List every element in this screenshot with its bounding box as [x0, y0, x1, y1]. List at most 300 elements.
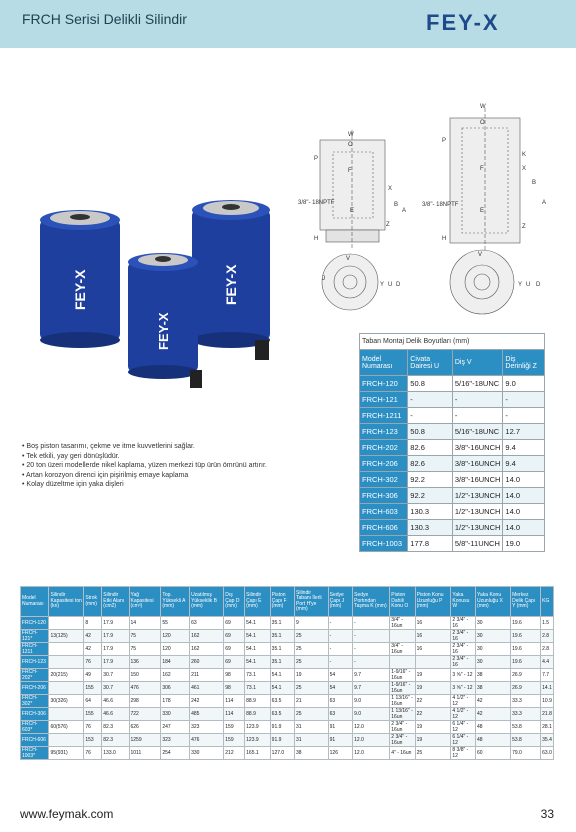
footer-url[interactable]: www.feymak.com [20, 807, 114, 821]
spec-cell: 260 [190, 656, 224, 669]
cylinder-large-right [192, 200, 270, 360]
spec-cell: 485 [190, 708, 224, 721]
bore-cell: 3/8"-16UNCH [452, 440, 503, 456]
bore-cell-model: FRCH-206 [360, 456, 408, 472]
spec-cell: 73.1 [245, 682, 271, 695]
spec-cell: 323 [161, 734, 190, 747]
spec-cell: 4.4 [541, 656, 554, 669]
spec-cell-model: FRCH-306 [21, 708, 49, 721]
dim-label-v2: V [478, 252, 483, 258]
dim-label-d2: D [536, 282, 541, 288]
spec-table-header [21, 587, 554, 617]
spec-cell: 64 [84, 695, 102, 708]
spec-cell: 38 [476, 669, 511, 682]
spec-cell: 25 [295, 656, 329, 669]
bore-cell: 82.6 [408, 456, 453, 472]
spec-cell: 17.9 [102, 656, 129, 669]
dim-label-u1: U [388, 282, 393, 288]
spec-cell: 211 [190, 669, 224, 682]
spec-cell-model: FRCH-202* [21, 669, 49, 682]
spec-cell-model: FRCH-206 [21, 682, 49, 695]
dim-label-b1: B [394, 202, 399, 208]
spec-cell: 54.1 [270, 669, 294, 682]
dim-label-u2: U [526, 282, 531, 288]
bore-cell-model: FRCH-121 [360, 392, 408, 408]
spec-cell: 35.4 [541, 734, 554, 747]
spec-cell: 4 1/2" - 12 [451, 695, 476, 708]
spec-table-row [21, 617, 554, 630]
spec-cell: 19.6 [511, 643, 541, 656]
dim-label-o1: O [348, 142, 353, 148]
bore-cell: 14.0 [503, 472, 545, 488]
spec-cell [49, 708, 84, 721]
spec-cell: 31 [295, 721, 329, 734]
bore-table-row [360, 504, 545, 520]
mounting-hole-table-body [360, 376, 545, 552]
spec-cell: 19.6 [511, 617, 541, 630]
spec-cell: 2 3/4" - 16un [390, 721, 415, 734]
spec-table-row [21, 721, 554, 734]
spec-table-row [21, 708, 554, 721]
dim-label-x1: X [388, 186, 393, 192]
spec-cell: 91 [328, 734, 352, 747]
spec-cell: - [328, 630, 352, 643]
spec-cell: 159 [224, 721, 245, 734]
bore-cell: 3/8"-16UNCH [452, 472, 503, 488]
spec-cell: 3 ⅝" - 12 [451, 682, 476, 695]
bore-cell: 12.7 [503, 424, 545, 440]
dim-label-o2: O [480, 120, 485, 126]
mounting-hole-table [359, 333, 545, 552]
spec-table-body [21, 617, 554, 760]
bore-cell: 177.8 [408, 536, 453, 552]
spec-cell: 330 [161, 708, 190, 721]
spec-cell: 476 [129, 682, 161, 695]
spec-header-cell: Piston Dahili Konu O [390, 587, 415, 617]
spec-cell: 76 [84, 721, 102, 734]
bore-cell: 1/2"-13UNCH [452, 488, 503, 504]
spec-table-row [21, 643, 554, 656]
spec-cell: 30 [476, 643, 511, 656]
spec-cell: 54.1 [270, 682, 294, 695]
spec-cell: 626 [129, 721, 161, 734]
dim-label-p1: P [314, 156, 319, 162]
spec-cell: 63.5 [270, 708, 294, 721]
bore-cell: 5/16"-18UNC [452, 424, 503, 440]
spec-cell: 6 1/4" - 12 [451, 721, 476, 734]
bore-table-row [360, 408, 545, 424]
spec-cell: 17.9 [102, 643, 129, 656]
spec-header-cell: Sedye Portından Taşma K (mm) [353, 587, 390, 617]
spec-cell: 155 [84, 682, 102, 695]
spec-cell-model: FRCH-302* [21, 695, 49, 708]
spec-cell: 35.1 [270, 617, 294, 630]
bore-cell: 50.8 [408, 424, 453, 440]
spec-cell: 30.7 [102, 669, 129, 682]
spec-cell: 19 [415, 669, 451, 682]
spec-cell: 19.6 [511, 656, 541, 669]
spec-cell: - [328, 656, 352, 669]
spec-cell: 6 1/4" - 12 [451, 734, 476, 747]
photo-brand-3: FEY-X [156, 312, 171, 350]
bore-cell: 92.2 [408, 472, 453, 488]
spec-cell: 69 [224, 643, 245, 656]
spec-cell: 91.9 [270, 721, 294, 734]
feature-item: • Boş piston tasarımı, çekme ve itme kuvvetlerini sağlar. [22, 442, 267, 452]
spec-cell-model: FRCH-603* [21, 721, 49, 734]
bore-cell: - [452, 392, 503, 408]
spec-cell: 476 [190, 734, 224, 747]
bore-header-z: Diş Derinliği Z [503, 350, 545, 376]
spec-cell: 162 [190, 643, 224, 656]
spec-cell: 162 [161, 669, 190, 682]
spec-cell: 123.9 [245, 721, 271, 734]
spec-cell: 33.3 [511, 695, 541, 708]
bore-table-row [360, 456, 545, 472]
spec-table-row [21, 656, 554, 669]
spec-cell: 212 [224, 747, 245, 760]
spec-cell: 178 [161, 695, 190, 708]
spec-cell: 114 [224, 695, 245, 708]
spec-cell: 98 [224, 669, 245, 682]
spec-cell: - [353, 656, 390, 669]
bore-cell: 1/2"-13UNCH [452, 504, 503, 520]
spec-cell: 88.9 [245, 708, 271, 721]
dim-label-e1: E [350, 208, 355, 214]
dim-label-z2: Z [522, 224, 526, 230]
spec-cell: 16 [415, 630, 451, 643]
page-number: 33 [540, 807, 554, 821]
spec-cell: 31 [295, 734, 329, 747]
spec-cell-model: FRCH-121* [21, 630, 49, 643]
spec-table-row [21, 669, 554, 682]
spec-cell: 2 3/4" - 16 [451, 630, 476, 643]
spec-cell: 25 [295, 643, 329, 656]
feature-item: • 20 ton üzeri modellerde nikel kaplama, yüzen merkezi tüp ürün ömrünü artırır. [22, 461, 267, 471]
bore-cell: - [503, 392, 545, 408]
spec-cell: 63 [190, 617, 224, 630]
bore-cell: 19.0 [503, 536, 545, 552]
spec-cell: 30.7 [102, 682, 129, 695]
spec-cell: 165.1 [245, 747, 271, 760]
spec-cell: 35.1 [270, 643, 294, 656]
spec-cell: 49 [84, 669, 102, 682]
spec-cell: 63 [328, 708, 352, 721]
dim-label-j1: J [322, 276, 325, 282]
spec-cell: 46.6 [102, 695, 129, 708]
spec-cell-model: FRCH-1211 [21, 643, 49, 656]
logo-text: FEY-X [426, 10, 500, 35]
dim-label-a1: A [402, 208, 407, 214]
spec-cell: 98 [224, 682, 245, 695]
dim-label-k2: K [522, 152, 527, 158]
spec-cell: 26.9 [511, 682, 541, 695]
spec-cell: 9.7 [353, 669, 390, 682]
bore-cell: 1/2"-13UNCH [452, 520, 503, 536]
spec-cell: 76 [84, 656, 102, 669]
dim-label-f1: F [348, 168, 352, 174]
spec-cell: 69 [224, 617, 245, 630]
bore-table-row [360, 376, 545, 392]
cylinder-large-left [40, 210, 120, 348]
spec-cell: 298 [129, 695, 161, 708]
dim-label-p2: P [442, 138, 447, 144]
dim-label-e2: E [480, 208, 485, 214]
mounting-hole-table-header [360, 350, 545, 376]
spec-cell: 153 [84, 734, 102, 747]
spec-cell: 12.0 [353, 721, 390, 734]
spec-cell: 38 [295, 747, 329, 760]
dim-label-z1: Z [386, 222, 390, 228]
spec-cell: 21 [295, 695, 329, 708]
bore-table-row [360, 440, 545, 456]
spec-cell-model: FRCH-1003* [21, 747, 49, 760]
spec-cell: 4 1/2" - 12 [451, 708, 476, 721]
bore-table-row [360, 392, 545, 408]
spec-cell: 69 [224, 656, 245, 669]
spec-table-row [21, 695, 554, 708]
dim-label-h2: H [442, 236, 447, 242]
bore-cell: 82.6 [408, 440, 453, 456]
spec-cell [49, 656, 84, 669]
bore-cell-model: FRCH-306 [360, 488, 408, 504]
spec-header-cell: Silindir Etki Alanı (cm2) [102, 587, 129, 617]
spec-header-cell: Strok (mm) [84, 587, 102, 617]
dim-label-w1: W [348, 132, 354, 138]
spec-cell: 26.9 [511, 669, 541, 682]
dim-label-x2: X [522, 166, 527, 172]
bore-table-row [360, 472, 545, 488]
spec-cell: 63 [328, 695, 352, 708]
spec-cell: 91 [328, 721, 352, 734]
bore-cell-model: FRCH-1003 [360, 536, 408, 552]
spec-cell: 16 [415, 643, 451, 656]
spec-cell: 184 [161, 656, 190, 669]
dim-label-w2: W [480, 104, 486, 110]
bore-cell: 14.0 [503, 488, 545, 504]
spec-cell: 127.0 [270, 747, 294, 760]
photo-brand-2: FEY-X [223, 264, 239, 305]
spec-header-cell: Top. Yüksekli A (mm) [161, 587, 190, 617]
spec-cell: 38 [476, 682, 511, 695]
spec-cell: 95(931) [49, 747, 84, 760]
spec-cell: 25 [295, 630, 329, 643]
brand-logo [424, 6, 548, 38]
spec-cell: 12.0 [353, 734, 390, 747]
bore-cell: 5/8"-11UNCH [452, 536, 503, 552]
thread-label-1: 3/8"- 18NPTF [298, 200, 335, 206]
spec-cell: 21.8 [541, 708, 554, 721]
dim-label-b2: B [532, 180, 537, 186]
spec-cell: 4" - 16un [390, 747, 415, 760]
bore-cell: - [503, 408, 545, 424]
spec-cell: 136 [129, 656, 161, 669]
spec-cell: 722 [129, 708, 161, 721]
spec-cell: 10.9 [541, 695, 554, 708]
spec-cell [49, 734, 84, 747]
bore-cell-model: FRCH-1211 [360, 408, 408, 424]
spec-cell: 1-9/16" - 16un [390, 669, 415, 682]
spec-cell: 63.5 [270, 695, 294, 708]
spec-cell: 323 [190, 721, 224, 734]
bore-cell-model: FRCH-120 [360, 376, 408, 392]
cylinder-small-front [128, 253, 202, 388]
spec-cell: 25 [295, 682, 329, 695]
spec-cell: 8 3/8" - 12 [451, 747, 476, 760]
spec-cell: 120 [161, 630, 190, 643]
spec-cell [390, 656, 415, 669]
spec-cell: 69 [224, 630, 245, 643]
dim-label-y2: Y [518, 282, 523, 288]
spec-cell: 8 [84, 617, 102, 630]
spec-cell: 114 [224, 708, 245, 721]
spec-cell: 461 [190, 682, 224, 695]
spec-cell: - [353, 630, 390, 643]
bore-cell: 14.0 [503, 504, 545, 520]
spec-cell: 126 [328, 747, 352, 760]
spec-cell: 19 [295, 669, 329, 682]
feature-item: • Artan korozyon direnci için pişirilmiş emaye kaplama [22, 471, 267, 481]
spec-cell: 35.1 [270, 656, 294, 669]
spec-cell: 2 3/4" - 16un [390, 734, 415, 747]
bore-cell: 50.8 [408, 376, 453, 392]
spec-cell: 13(125) [49, 630, 84, 643]
mounting-hole-table-caption: Taban Montaj Delik Boyutları (mm) [360, 334, 545, 350]
spec-cell: 33.3 [511, 708, 541, 721]
spec-cell: 22 [415, 708, 451, 721]
bore-cell-model: FRCH-606 [360, 520, 408, 536]
bore-header-u: Civata Dairesi U [408, 350, 453, 376]
spec-cell: 330 [190, 747, 224, 760]
spec-cell: 54.1 [245, 656, 271, 669]
bore-cell-model: FRCH-302 [360, 472, 408, 488]
spec-cell: 3/4" - 16un [390, 617, 415, 630]
spec-cell: 2.8 [541, 643, 554, 656]
bore-cell: 9.4 [503, 456, 545, 472]
spec-cell: 76 [84, 747, 102, 760]
spec-cell: 159 [224, 734, 245, 747]
spec-cell [49, 617, 84, 630]
spec-cell: 82.3 [102, 721, 129, 734]
spec-cell: 79.0 [511, 747, 541, 760]
spec-cell: 7.7 [541, 669, 554, 682]
bore-cell: 3/8"-16UNCH [452, 456, 503, 472]
bore-header-model: Model Numarası [360, 350, 408, 376]
spec-cell: 42 [84, 643, 102, 656]
page-title: FRCH Serisi Delikli Silindir [22, 11, 187, 27]
spec-cell: - [328, 643, 352, 656]
dim-label-a2: A [542, 200, 547, 206]
spec-cell: 1 13/16" - 16un [390, 708, 415, 721]
spec-cell: 28.1 [541, 721, 554, 734]
spec-cell-model: FRCH-606 [21, 734, 49, 747]
spec-cell: 30(326) [49, 695, 84, 708]
spec-cell [49, 682, 84, 695]
spec-cell: 1-9/16" - 16un [390, 682, 415, 695]
spec-cell [49, 643, 84, 656]
spec-header-cell: Piston Çapı F (mm) [270, 587, 294, 617]
bore-cell: 130.3 [408, 504, 453, 520]
spec-cell: 75 [129, 643, 161, 656]
spec-table-row [21, 630, 554, 643]
spec-cell: 30 [476, 617, 511, 630]
page-header [0, 0, 576, 48]
bore-table-row [360, 424, 545, 440]
spec-cell: 88.9 [245, 695, 271, 708]
spec-cell: 133.0 [102, 747, 129, 760]
spec-header-cell: Silindir Çapı E (mm) [245, 587, 271, 617]
spec-header-cell: Model Numarası [21, 587, 49, 617]
spec-cell: 17.9 [102, 617, 129, 630]
bore-cell: 92.2 [408, 488, 453, 504]
bore-cell-model: FRCH-123 [360, 424, 408, 440]
bore-cell-model: FRCH-603 [360, 504, 408, 520]
spec-cell: 9 [295, 617, 329, 630]
spec-cell: 9.0 [353, 695, 390, 708]
spec-cell-model: FRCH-120 [21, 617, 49, 630]
spec-cell: 19 [415, 721, 451, 734]
spec-cell: 19 [415, 734, 451, 747]
spec-table-row [21, 682, 554, 695]
spec-cell: 48 [476, 721, 511, 734]
spec-cell: 254 [161, 747, 190, 760]
spec-cell: 60 [476, 747, 511, 760]
dim-label-f2: F [480, 166, 484, 172]
spec-cell: - [328, 617, 352, 630]
spec-cell: 30 [476, 630, 511, 643]
spec-cell: 1.5 [541, 617, 554, 630]
spec-cell: 60(576) [49, 721, 84, 734]
spec-cell: 123.9 [245, 734, 271, 747]
spec-cell: 306 [161, 682, 190, 695]
spec-cell: 54.1 [245, 630, 271, 643]
spec-cell: 2.8 [541, 630, 554, 643]
spec-cell: 162 [190, 630, 224, 643]
spec-table-row [21, 734, 554, 747]
spec-cell: 16 [415, 617, 451, 630]
spec-header-cell: Uzatılmış Yükseklik B (mm) [190, 587, 224, 617]
spec-cell: 3 ⅝" - 12 [451, 669, 476, 682]
bore-cell: - [452, 408, 503, 424]
spec-cell: 54 [328, 682, 352, 695]
spec-table-row [21, 747, 554, 760]
bore-cell: 9.0 [503, 376, 545, 392]
bore-header-v: Diş V [452, 350, 503, 376]
spec-cell: 9.0 [353, 708, 390, 721]
bore-cell: - [408, 408, 453, 424]
cylinder-photo [30, 190, 290, 400]
spec-cell: 63.0 [541, 747, 554, 760]
spec-cell: 53.8 [511, 734, 541, 747]
spec-cell: 22 [415, 695, 451, 708]
bore-cell-model: FRCH-202 [360, 440, 408, 456]
spec-cell: 155 [84, 708, 102, 721]
spec-header-cell: Dış Çap D (mm) [224, 587, 245, 617]
dim-label-h1: H [314, 236, 319, 242]
spec-cell: 1011 [129, 747, 161, 760]
spec-header-cell: Piston Konu Uzunluğu P (mm) [415, 587, 451, 617]
spec-cell: 54 [328, 669, 352, 682]
spec-cell: 25 [415, 747, 451, 760]
spec-cell: 242 [190, 695, 224, 708]
dim-label-d1: D [396, 282, 401, 288]
spec-cell [415, 656, 451, 669]
thread-label-2: 3/8"- 18NPTF [422, 202, 459, 208]
spec-cell: - [353, 643, 390, 656]
spec-cell: 9.7 [353, 682, 390, 695]
bore-cell: - [408, 392, 453, 408]
bore-cell: 130.3 [408, 520, 453, 536]
